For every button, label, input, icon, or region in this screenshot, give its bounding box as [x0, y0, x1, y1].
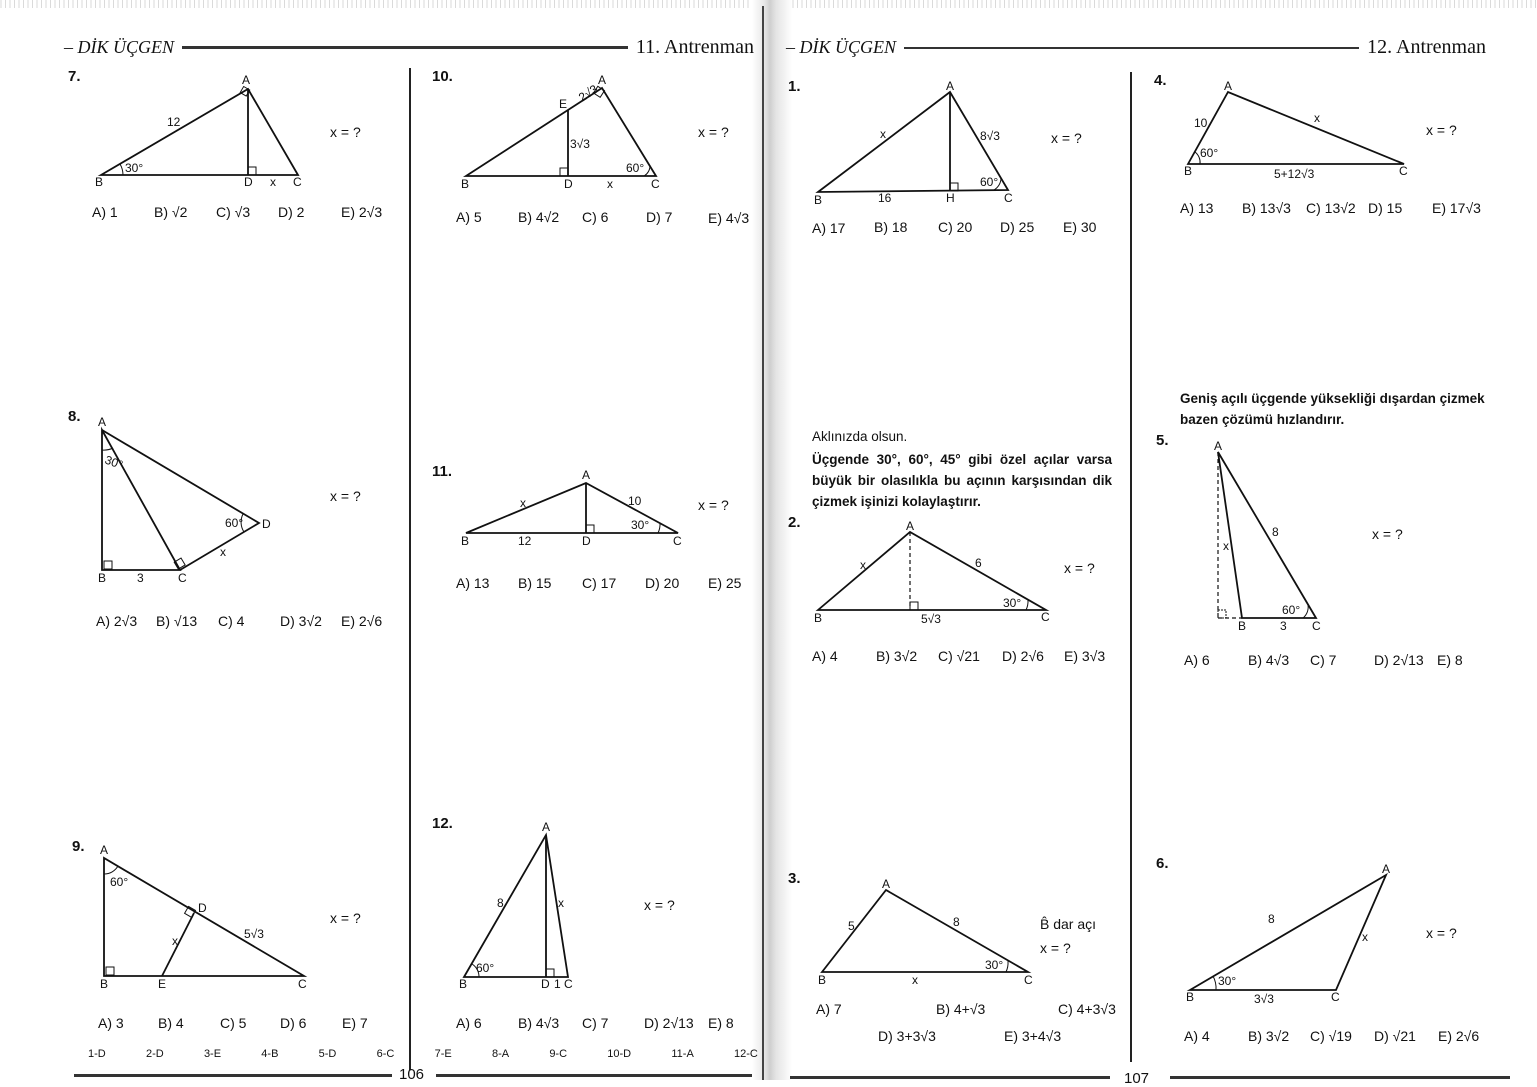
answer-key-item: 10-D	[607, 1048, 632, 1060]
choice-b[interactable]: B) 4+√3	[936, 1001, 986, 1017]
choice-d[interactable]: D) 2	[278, 204, 305, 220]
question-9	[72, 838, 402, 1038]
question-number: 8.	[68, 408, 81, 425]
choice-e[interactable]: E) 7	[342, 1015, 368, 1031]
vertex-h-label: H	[946, 191, 955, 205]
vertex-c-label: C	[1004, 191, 1013, 205]
choice-a[interactable]: A) 7	[816, 1001, 842, 1017]
choice-d[interactable]: D) 2√13	[1374, 652, 1424, 668]
triangle-diagram	[788, 870, 1123, 995]
choice-b[interactable]: B) 13√3	[1242, 200, 1291, 216]
question-prompt: x = ?	[1064, 560, 1095, 576]
angle-c-label: 30°	[631, 518, 650, 532]
answer-key-item: 9-C	[549, 1048, 568, 1060]
side-bc-label: 3	[1280, 619, 1287, 633]
choice-b[interactable]: B) 4√2	[518, 209, 560, 225]
tip-note	[1180, 388, 1510, 430]
angle-c-label: 30°	[985, 958, 1004, 972]
side-ab-label: 12	[167, 115, 181, 129]
choice-c[interactable]: C) √3	[216, 204, 251, 220]
choice-a[interactable]: A) 17	[812, 220, 846, 236]
question-7	[68, 68, 398, 228]
header-rule	[182, 46, 628, 49]
vertex-b-label: B	[461, 177, 470, 191]
vertex-b-label: B	[100, 977, 109, 991]
question-prompt: x = ?	[698, 497, 729, 513]
training-title: 11. Antrenman	[635, 36, 754, 58]
vertex-c-label: C	[1331, 990, 1340, 1004]
question-prompt: x = ?	[644, 897, 675, 913]
angle-c-label: 30°	[1003, 596, 1022, 610]
question-number: 9.	[72, 838, 85, 855]
answer-key-item: 12-C	[734, 1048, 758, 1060]
side-ab-label: x	[1223, 539, 1229, 553]
side-ab-label: 10	[1194, 116, 1208, 130]
side-ab-label: x	[880, 127, 886, 141]
side-bc-label: 5√3	[921, 612, 941, 626]
angle-d-label: 60°	[225, 516, 244, 530]
choice-b[interactable]: B) √13	[156, 613, 198, 629]
triangle-diagram	[432, 815, 757, 995]
question-2	[788, 514, 1123, 669]
answer-key-item: 5-D	[318, 1048, 337, 1060]
page-number: 107	[1124, 1070, 1150, 1087]
side-bc-label: 5+12√3	[1274, 167, 1315, 181]
vertex-a-label: A	[1214, 439, 1223, 453]
footer-rule	[790, 1076, 1110, 1079]
choice-d[interactable]: D) 6	[280, 1015, 307, 1031]
tip-note	[812, 426, 1112, 512]
vertex-c-label: C	[1041, 610, 1050, 624]
question-number: 5.	[1156, 432, 1169, 449]
vertex-b-label: B	[814, 193, 823, 207]
angle-c-label: 60°	[980, 175, 999, 189]
vertex-c-label: C	[673, 534, 682, 548]
vertex-d-label: D	[582, 534, 591, 548]
footer-rule	[74, 1074, 392, 1077]
choice-e[interactable]: E) 2√6	[341, 613, 383, 629]
choice-d[interactable]: D) 2√6	[1002, 648, 1044, 664]
side-bc-label: x	[912, 973, 918, 987]
angle-b-label: 60°	[1200, 146, 1219, 160]
vertex-d-label: D	[564, 177, 573, 191]
choice-e[interactable]: E) 2√3	[341, 204, 383, 220]
vertex-c-label: C	[1399, 164, 1408, 178]
choice-a[interactable]: A) 13	[1180, 200, 1214, 216]
choice-e[interactable]: E) 3+4√3	[1004, 1028, 1062, 1044]
angle-c-label: 60°	[626, 161, 645, 175]
column-divider	[1130, 72, 1132, 1062]
vertex-a-label: A	[1382, 862, 1391, 876]
angle-a-label: 30°	[102, 452, 125, 473]
side-ac-label: 8√3	[980, 129, 1000, 143]
question-number: 6.	[1156, 855, 1169, 872]
vertex-c-label: C	[1024, 973, 1033, 987]
choice-c[interactable]: C) 7	[582, 1015, 609, 1031]
side-ac-label: 8	[953, 915, 960, 929]
choice-e[interactable]: E) 30	[1063, 219, 1097, 235]
question-1	[788, 78, 1123, 243]
vertex-b-label: B	[818, 973, 827, 987]
question-11	[432, 463, 757, 598]
side-bc-label: 3	[137, 571, 144, 585]
choice-b[interactable]: B) √2	[154, 204, 188, 220]
question-5	[1156, 432, 1516, 672]
choice-a[interactable]: A) 6	[1184, 652, 1210, 668]
choice-e[interactable]: E) 8	[708, 1015, 734, 1031]
footer-rule	[1170, 1076, 1510, 1079]
side-ac-label: x	[558, 896, 564, 910]
triangle-diagram	[1156, 432, 1516, 637]
segment-bd-label: 12	[518, 534, 532, 548]
side-cd-label: x	[220, 545, 226, 559]
vertex-b-label: B	[95, 175, 104, 189]
vertex-d-label: D	[262, 517, 271, 531]
answer-key-item: 2-D	[145, 1048, 164, 1060]
question-8	[68, 408, 398, 638]
segment-dc-label: 1	[554, 977, 561, 991]
side-ac-label: 8	[1272, 525, 1279, 539]
vertex-c-label: C	[298, 977, 307, 991]
question-prompt: x = ?	[1372, 526, 1403, 542]
question-number: 2.	[788, 514, 801, 531]
question-number: 10.	[432, 68, 453, 85]
choice-e[interactable]: E) 2√6	[1438, 1028, 1480, 1044]
vertex-c-label: C	[651, 177, 660, 191]
question-12	[432, 815, 757, 1040]
column-divider	[409, 68, 411, 1070]
question-10	[432, 68, 757, 228]
vertex-a-label: A	[882, 877, 891, 891]
choice-d[interactable]: D) 15	[1368, 200, 1403, 216]
angle-a-label: 60°	[110, 875, 129, 889]
choice-c[interactable]: C) 7	[1310, 652, 1337, 668]
choice-e[interactable]: E) 3√3	[1064, 648, 1106, 664]
choice-c[interactable]: C) 13√2	[1306, 200, 1356, 216]
question-prompt: x = ?	[698, 124, 729, 140]
question-4	[1154, 72, 1514, 222]
question-prompt: x = ?	[330, 124, 361, 140]
vertex-a-label: A	[582, 468, 591, 482]
question-prompt: x = ?	[330, 910, 361, 926]
side-ea-label: 2√3	[576, 81, 601, 105]
right-page	[780, 0, 1537, 1087]
choice-a[interactable]: A) 3	[98, 1015, 124, 1031]
side-ac-label: x	[1362, 930, 1368, 944]
choice-c[interactable]: C) √21	[938, 648, 980, 664]
side-de-label: x	[172, 934, 178, 948]
choice-c[interactable]: C) 5	[220, 1015, 247, 1031]
question-6	[1156, 855, 1516, 1050]
side-ab-label: x	[520, 496, 526, 510]
vertex-a-label: A	[98, 415, 107, 429]
section-title: – DİK ÜÇGEN	[64, 37, 175, 57]
vertex-c-label: C	[564, 977, 573, 991]
side-ac-label: x	[1314, 111, 1320, 125]
page-number: 106	[399, 1066, 425, 1083]
side-bc-label: 3√3	[1254, 992, 1274, 1006]
angle-c-label: 60°	[1282, 603, 1301, 617]
left-page	[0, 0, 760, 1083]
choice-e[interactable]: E) 4√3	[708, 210, 750, 226]
footer-rule	[436, 1074, 752, 1077]
choice-a[interactable]: A) 4	[1184, 1028, 1210, 1044]
side-ab-label: x	[860, 558, 866, 572]
vertex-a-label: A	[242, 73, 251, 87]
header-rule	[904, 47, 1359, 49]
vertex-d-label: D	[244, 175, 253, 189]
choice-a[interactable]: A) 5	[456, 209, 482, 225]
choice-c[interactable]: C) 4	[218, 613, 245, 629]
section-title: – DİK ÜÇGEN	[786, 37, 897, 57]
triangle-diagram	[1154, 72, 1514, 182]
choice-d[interactable]: D) 7	[646, 209, 673, 225]
side-ac-label: 10	[628, 494, 642, 508]
vertex-c-label: C	[178, 571, 187, 585]
choice-b[interactable]: B) 4	[158, 1015, 184, 1031]
choice-e[interactable]: E) 25	[708, 575, 742, 591]
choice-c[interactable]: C) 6	[582, 209, 609, 225]
vertex-b-label: B	[459, 977, 468, 991]
choice-a[interactable]: A) 1	[92, 204, 118, 220]
choice-b[interactable]: B) 4√3	[518, 1015, 560, 1031]
choice-b[interactable]: B) 15	[518, 575, 552, 591]
vertex-a-label: A	[542, 820, 551, 834]
side-ab-label: 8	[1268, 912, 1275, 926]
side-dc-label: 5√3	[244, 927, 264, 941]
answer-key	[88, 1048, 758, 1060]
tip-body: Geniş açılı üçgende yüksekliği dışardan çizmek bazen çözümü hızlandırır.	[1180, 391, 1485, 427]
vertex-a-label: A	[598, 73, 607, 87]
question-prompt: x = ?	[1051, 130, 1082, 146]
right-page-header	[786, 36, 1486, 59]
choice-a[interactable]: A) 2√3	[96, 613, 138, 629]
side-ac-label: 6	[975, 556, 982, 570]
answer-key-item: 7-E	[434, 1048, 452, 1060]
choice-d[interactable]: D) 2√13	[644, 1015, 694, 1031]
choice-d[interactable]: D) 20	[645, 575, 680, 591]
choice-d[interactable]: D) 3√2	[280, 613, 322, 629]
side-ed-label: 3√3	[570, 137, 590, 151]
question-number: 12.	[432, 815, 453, 832]
question-number: 3.	[788, 870, 801, 887]
triangle-diagram	[1156, 855, 1516, 1005]
choice-b[interactable]: B) 3√2	[876, 648, 918, 664]
choice-a[interactable]: A) 13	[456, 575, 490, 591]
choice-c[interactable]: C) 20	[938, 219, 973, 235]
vertex-b-label: B	[461, 534, 470, 548]
answer-key-item: 8-A	[491, 1048, 510, 1060]
vertex-e-label: E	[559, 97, 568, 111]
choice-c[interactable]: C) 4+3√3	[1058, 1001, 1116, 1017]
vertex-a-label: A	[906, 519, 915, 533]
question-number: 1.	[788, 78, 801, 95]
choice-a[interactable]: A) 6	[456, 1015, 482, 1031]
vertex-a-label: A	[946, 79, 955, 93]
question-condition: B̂ dar açı	[1040, 916, 1097, 932]
segment-bh-label: 16	[878, 191, 892, 205]
answer-key-item: 6-C	[376, 1048, 395, 1060]
choice-d[interactable]: D) 3+3√3	[878, 1028, 936, 1044]
angle-b-label: 30°	[1218, 974, 1237, 988]
question-prompt: x = ?	[1040, 940, 1071, 956]
choice-d[interactable]: D) 25	[1000, 219, 1035, 235]
gutter-divider	[762, 6, 764, 1080]
choice-b[interactable]: B) 3√2	[1248, 1028, 1290, 1044]
question-prompt: x = ?	[1426, 925, 1457, 941]
tip-body: Üçgende 30°, 60°, 45° gibi özel açılar varsa büyük bir olasılıkla bu açının karşısından dik çizmek işinizi kolaylaştırır.	[812, 452, 1112, 509]
vertex-a-label: A	[1224, 79, 1233, 93]
question-number: 4.	[1154, 72, 1167, 89]
choice-b[interactable]: B) 18	[874, 219, 908, 235]
choice-e[interactable]: E) 8	[1437, 652, 1463, 668]
choice-c[interactable]: C) 17	[582, 575, 617, 591]
answer-key-item: 4-B	[261, 1048, 279, 1060]
answer-key-item: 1-D	[88, 1048, 106, 1060]
angle-b-label: 60°	[476, 961, 495, 975]
answer-key-item: 3-E	[203, 1048, 222, 1060]
side-ab-label: 5	[848, 919, 855, 933]
vertex-b-label: B	[98, 571, 107, 585]
question-number: 11.	[432, 463, 453, 480]
choice-c[interactable]: C) √19	[1310, 1028, 1352, 1044]
vertex-b-label: B	[1186, 990, 1195, 1004]
answer-key-item: 11-A	[671, 1048, 694, 1060]
choice-e[interactable]: E) 17√3	[1432, 200, 1481, 216]
vertex-c-label: C	[293, 175, 302, 189]
choice-b[interactable]: B) 4√3	[1248, 652, 1290, 668]
training-title: 12. Antrenman	[1367, 36, 1486, 58]
tip-title: Aklınızda olsun.	[812, 429, 908, 444]
vertex-c-label: C	[1312, 619, 1321, 633]
question-number: 7.	[68, 68, 81, 85]
question-prompt: x = ?	[330, 488, 361, 504]
vertex-a-label: A	[100, 843, 109, 857]
choice-a[interactable]: A) 4	[812, 648, 838, 664]
question-prompt: x = ?	[1426, 122, 1457, 138]
question-3	[788, 870, 1123, 1050]
segment-dc-label: x	[270, 175, 276, 189]
vertex-b-label: B	[1238, 619, 1247, 633]
vertex-b-label: B	[1184, 164, 1193, 178]
angle-b-label: 30°	[125, 161, 144, 175]
choice-d[interactable]: D) √21	[1374, 1028, 1416, 1044]
left-page-header	[64, 36, 754, 59]
side-ab-label: 8	[497, 896, 504, 910]
segment-dc-label: x	[607, 177, 613, 191]
vertex-d-label: D	[198, 901, 207, 915]
vertex-b-label: B	[814, 611, 823, 625]
vertex-e-label: E	[158, 977, 167, 991]
vertex-d-label: D	[541, 977, 550, 991]
